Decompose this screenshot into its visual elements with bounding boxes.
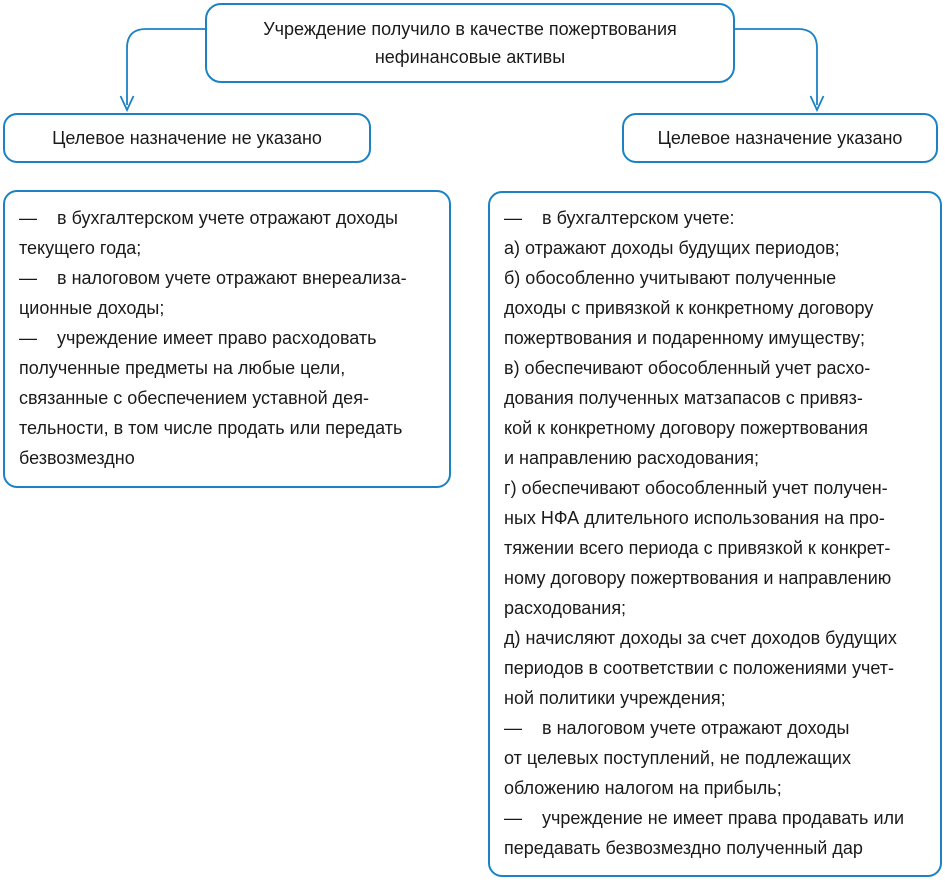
right-condition-box bbox=[622, 113, 938, 163]
text-line: — в бухгалтерском учете: bbox=[504, 208, 735, 228]
text-line: расходования; bbox=[504, 598, 627, 618]
text-line: д) начисляют доходы за счет доходов будущих bbox=[504, 628, 897, 648]
text-line: ных НФА длительного использования на про- bbox=[504, 508, 885, 528]
text-line: б) обособленно учитывают полученные bbox=[504, 268, 837, 288]
text-line: безвозмездно bbox=[19, 448, 135, 468]
right-arrowhead-icon bbox=[811, 96, 824, 110]
text-line: — учреждение не имеет права продавать или bbox=[504, 808, 905, 828]
text-line: г) обеспечивают обособленный учет получен- bbox=[504, 478, 888, 498]
text-line: ционные доходы; bbox=[19, 298, 165, 318]
text-line: в) обеспечивают обособленный учет расхо- bbox=[504, 358, 871, 378]
text-line: кой к конкретному договору пожертвования bbox=[504, 418, 868, 438]
root-box bbox=[205, 3, 735, 83]
text-line: текущего года; bbox=[19, 238, 142, 258]
right-details-box bbox=[488, 191, 942, 877]
text-line: нефинансовые активы bbox=[374, 47, 566, 67]
text-line: — в налоговом учете отражают внереализа- bbox=[19, 268, 407, 288]
text-line: тяжении всего периода с привязкой к конкрет- bbox=[504, 538, 891, 558]
left-details-box bbox=[3, 190, 451, 488]
left-arrowhead-icon bbox=[121, 96, 134, 110]
text-line: дования полученных матзапасов с привяз- bbox=[504, 388, 863, 408]
text-line: и направлению расходования; bbox=[504, 448, 759, 468]
text-line: а) отражают доходы будущих периодов; bbox=[504, 238, 840, 258]
right-connector-line bbox=[735, 29, 817, 105]
text-line: ному договору пожертвования и направлению bbox=[504, 568, 892, 588]
left-connector-line bbox=[127, 29, 205, 105]
left-condition-label: Целевое назначение не указано bbox=[52, 127, 322, 148]
text-line: пожертвования и подаренному имуществу; bbox=[504, 328, 866, 348]
text-line: доходы с привязкой к конкретному договору bbox=[504, 298, 874, 318]
left-condition-box bbox=[3, 113, 371, 163]
text-line: — в бухгалтерском учете отражают доходы bbox=[19, 208, 398, 228]
text-line: связанные с обеспечением уставной дея- bbox=[19, 388, 369, 408]
text-line: Учреждение получило в качестве пожертвования bbox=[263, 19, 677, 39]
text-line: — в налоговом учете отражают доходы bbox=[504, 718, 850, 738]
text-line: обложению налогом на прибыль; bbox=[504, 778, 782, 798]
text-line: передавать безвозмездно полученный дар bbox=[504, 838, 863, 858]
text-line: от целевых поступлений, не подлежащих bbox=[504, 748, 851, 768]
text-line: полученные предметы на любые цели, bbox=[19, 358, 346, 378]
text-line: ной политики учреждения; bbox=[504, 688, 726, 708]
text-line: — учреждение имеет право расходовать bbox=[19, 328, 377, 348]
right-condition-label: Целевое назначение указано bbox=[657, 127, 903, 148]
text-line: периодов в соответствии с положениями учет- bbox=[504, 658, 895, 678]
text-line: тельности, в том числе продать или передать bbox=[19, 418, 403, 438]
